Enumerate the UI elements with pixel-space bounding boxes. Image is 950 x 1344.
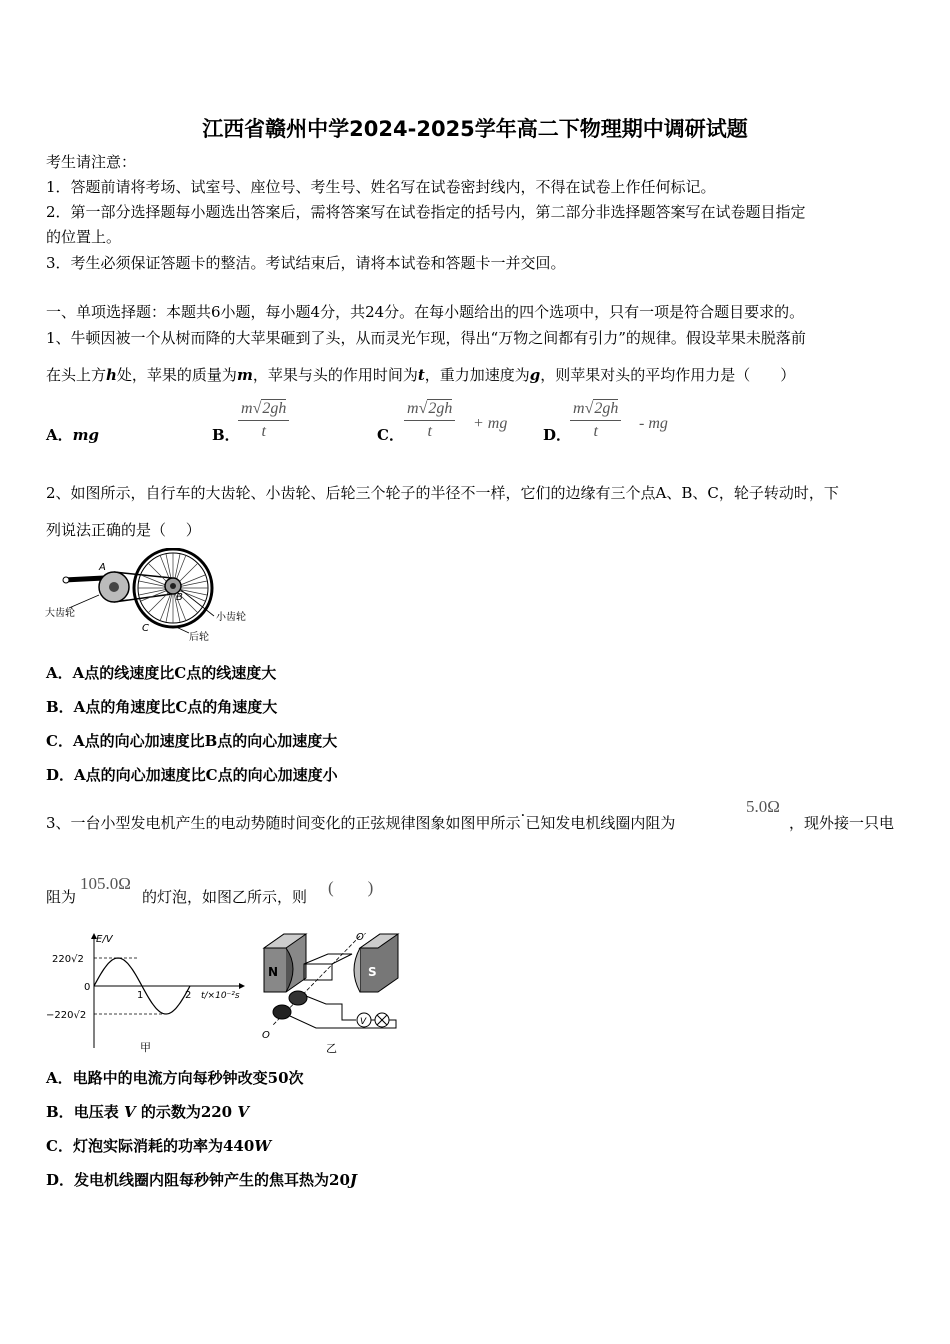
question-3-line: 的灯泡，如图乙所示，则 [142,888,308,906]
bulb-resistance-value: 105.0Ω [80,874,131,893]
question-1-line: 1、牛顿因被一个从树而降的大苹果砸到了头，从而灵光乍现，得出“万物之间都有引力”的规律。假设苹果未脱落前 [46,329,806,347]
origin-label: 0 [84,982,91,993]
wire [306,996,356,1020]
y-min-label: −220√2 [46,1010,87,1021]
page-title: 江西省赣州中学2024-2025学年高二下物理期中调研试题 [202,117,748,141]
voltmeter-label: V [360,1017,367,1027]
pedal-arm [64,578,104,580]
option-b-fraction: $\frac{m√2gh}{t}$ [238,400,289,441]
option-c-suffix: + mg [473,415,508,432]
question-2-line: 列说法正确的是（ ） [46,521,201,539]
option-c-fraction: $\frac{m√2gh}{t}$ [404,400,455,441]
option-b: B．电压表 V 的示数为220 V [46,1103,249,1121]
option-d-label: D． [543,426,572,444]
option-b: B．A点的角速度比C点的角速度大 [46,698,278,716]
y-max-label: 220√2 [52,954,84,965]
option-c-label: C． [377,426,404,444]
option-d-fraction: $\frac{m√2gh}{t}$ [570,400,621,441]
option-c: C．灯泡实际消耗的功率为440W [46,1137,272,1155]
label-s: S [368,965,377,979]
magnet-s-face [354,948,360,992]
slip-ring [273,1005,291,1019]
label-b: B [176,592,183,603]
question-1-line: 在头上方h处，苹果的质量为m，苹果与头的作用时间为t，重力加速度为g，则苹果对头的平均作用力是（ ） [46,366,796,384]
answer-bracket: ( ) [328,878,374,897]
notice-heading: 考生请注意： [46,153,137,171]
x-tick-2: 2 [185,990,192,1001]
label-big-gear: 大齿轮 [45,608,75,619]
notice-item: 3．考生必须保证答题卡的整洁。考试结束后，请将本试卷和答题卡一并交回。 [46,254,566,272]
label-small-gear: 小齿轮 [216,612,246,623]
option-d: D．发电机线圈内阻每秒钟产生的焦耳热为20J [46,1171,358,1189]
inner-resistance-value: 5.0Ω [746,797,780,816]
option-a: A．A点的线速度比C点的线速度大 [46,664,277,682]
option-d-suffix: - mg [639,415,668,432]
option-c: C．A点的向心加速度比B点的向心加速度大 [46,732,338,750]
coil-side [304,964,332,980]
question-3-line: 阻为 [46,888,77,906]
graph-caption: 甲 [140,1041,151,1054]
generator-diagram [256,928,406,1056]
question-3-line: ，现外接一只电 [789,814,895,832]
notice-item: 2．第一部分选择题每小题选出答案后，需将答案写在试卷指定的括号内，第二部分非选择题答案写在试卷题目指定 [46,203,806,221]
notice-item: 的位置上。 [46,228,122,246]
coil [304,954,352,964]
option-d: D．A点的向心加速度比C点的向心加速度小 [46,766,338,784]
x-tick-1: 1 [137,990,144,1001]
y-axis-label: E/V [96,934,113,945]
label-c: C [142,623,149,634]
diagram-caption: 乙 [326,1042,337,1055]
label-rear-wheel: 后轮 [189,632,209,643]
slip-ring [289,991,307,1005]
x-axis-label: t/×10⁻²s [201,991,240,1001]
question-3-line: 3、一台小型发电机产生的电动势随时间变化的正弦规律图象如图甲所示·已知发电机线圈内阻为 [46,806,676,832]
big-gear-hub [109,582,119,592]
pedal-pin [63,577,69,583]
label-n: N [268,965,279,979]
small-gear-hub [170,583,176,589]
option-a: A．mg [46,426,100,444]
label-a: A [99,562,106,573]
option-b-label: B． [212,426,240,444]
label-o-prime: O′ [356,932,367,943]
emf-sine-graph [44,928,254,1056]
label-o: O [262,1030,270,1041]
question-2-line: 2、如图所示，自行车的大齿轮、小齿轮、后轮三个轮子的半径不一样，它们的边缘有三个点A、B、C，轮子转动时，下 [46,484,839,502]
leader-line [69,595,99,608]
option-a: A．电路中的电流方向每秒钟改变50次 [46,1069,304,1087]
bicycle-gear-figure [44,548,264,644]
section-heading: 一、单项选择题：本题共6小题，每小题4分，共24分。在每小题给出的四个选项中，只有一项是符合题目要求的。 [46,303,805,321]
notice-item: 1．答题前请将考场、试室号、座位号、考生号、姓名写在试卷密封线内，不得在试卷上作任何标记。 [46,178,716,196]
